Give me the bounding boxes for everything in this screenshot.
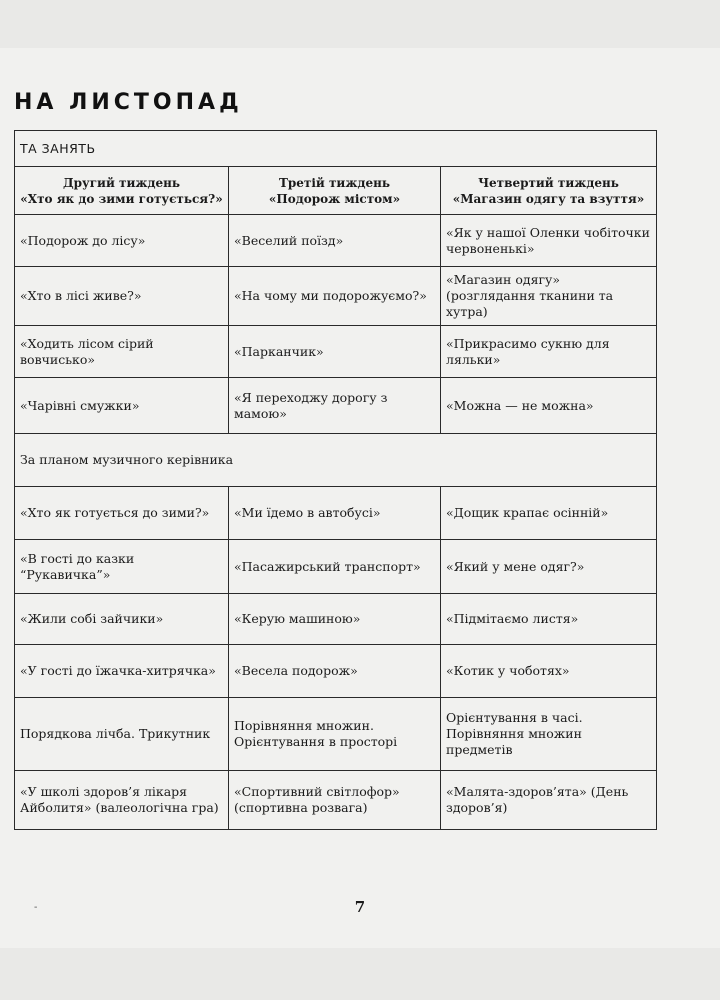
table-cell: «Підмітаємо листя» [441, 594, 657, 645]
section-header-row [15, 131, 657, 167]
table-row [15, 594, 657, 645]
column-header-theme: «Хто як до зими готується?» [20, 191, 223, 206]
table-cell: «У школі здоров’я лікаря Айболитя» (валеологічна гра) [15, 771, 229, 830]
table-cell: «Малята-здоров’ята» (День здоров’я) [441, 771, 657, 830]
music-note: За планом музичного керівника [15, 434, 657, 487]
table-cell: Орієнтування в часі. Порівняння множин предметів [441, 698, 657, 771]
table-cell: «Спортивний світлофор» (спортивна розвага) [229, 771, 441, 830]
table-cell: «Веселий поїзд» [229, 215, 441, 267]
table-cell: «На чому ми подорожуємо?» [229, 267, 441, 326]
table-cell: «У гості до їжачка-хитрячка» [15, 645, 229, 698]
table-cell: «Подорож до лісу» [15, 215, 229, 267]
table-row [15, 326, 657, 378]
table-cell: «Парканчик» [229, 326, 441, 378]
table-row [15, 267, 657, 326]
table-cell: «Хто в лісі живе?» [15, 267, 229, 326]
column-header-theme: «Магазин одягу та взуття» [452, 191, 645, 206]
column-header-week-label: Третій тиждень [278, 175, 391, 190]
column-header-row [15, 167, 657, 215]
margin-mark: - [34, 902, 38, 913]
page-number: 7 [354, 898, 366, 916]
table-cell: «Який у мене одяг?» [441, 540, 657, 594]
column-header-week4 [441, 167, 657, 215]
table-row [15, 771, 657, 830]
table-cell: «Ми їдемо в автобусі» [229, 487, 441, 540]
table-row [15, 215, 657, 267]
column-header-week-label: Четвертий тиждень [478, 175, 619, 190]
table-cell: «Пасажирський транспорт» [229, 540, 441, 594]
table-row [15, 378, 657, 434]
table-cell: Порядкова лічба. Трикутник [15, 698, 229, 771]
table-cell: «Я переходжу дорогу з мамою» [229, 378, 441, 434]
table-cell: «Прикрасимо сукню для ляльки» [441, 326, 657, 378]
table-cell: «Дощик крапає осінній» [441, 487, 657, 540]
table-row [15, 698, 657, 771]
schedule-table [14, 130, 657, 830]
table-cell: «Магазин одягу» (розглядання тканини та хутра) [441, 267, 657, 326]
table-cell: «Ходить лісом сірий вовчисько» [15, 326, 229, 378]
table-cell: «Можна — не можна» [441, 378, 657, 434]
column-header-week-label: Другий тиждень [62, 175, 181, 190]
table-cell: Порівняння множин. Орієнтування в просторі [229, 698, 441, 771]
table-row [15, 540, 657, 594]
table-cell: «Як у нашої Оленки чобіточки червоненькі» [441, 215, 657, 267]
table-row [15, 487, 657, 540]
column-header-theme: «Подорож містом» [268, 191, 401, 206]
table-cell: «Керую машиною» [229, 594, 441, 645]
table-cell: «В гості до казки “Рукавичка”» [15, 540, 229, 594]
table-cell: «Жили собі зайчики» [15, 594, 229, 645]
table-cell: «Весела подорож» [229, 645, 441, 698]
table-cell: «Котик у чоботях» [441, 645, 657, 698]
column-header-week2 [15, 167, 229, 215]
page-title: НА ЛИСТОПАД [14, 90, 243, 115]
section-title: ТА ЗАНЯТЬ [15, 131, 657, 167]
table-cell: «Чарівні смужки» [15, 378, 229, 434]
table-row [15, 645, 657, 698]
table-cell: «Хто як готується до зими?» [15, 487, 229, 540]
column-header-week3 [229, 167, 441, 215]
music-note-row [15, 434, 657, 487]
